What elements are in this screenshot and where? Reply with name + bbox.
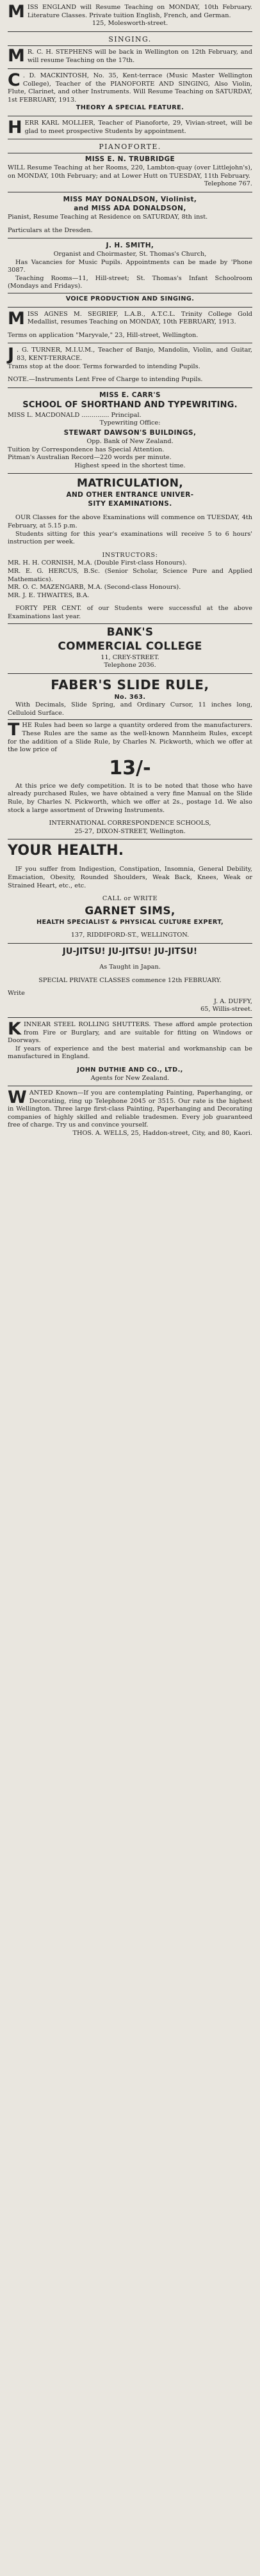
ad-body: ERR KARL MOLLIER, Teacher of Pianoforte, 29, Vivian-street, will be glad to meet prospective Students by appointment.	[24, 119, 252, 135]
ad-record: Pitman's Australian Record—220 words per minute.	[8, 454, 172, 462]
ad-body: INNEAR STEEL ROLLING SHUTTERS. These afford ample protection from Fire or Burglary, and are suitable for fitting on Windows or Doorways.	[8, 1020, 252, 1045]
ad-opp: Opp. Bank of New Zealand.	[86, 438, 174, 445]
ad-terms: Terms on application "Maryvale," 23, Hill-street, Wellington.	[8, 331, 199, 339]
drop-cap: C	[8, 70, 20, 90]
divider	[8, 473, 252, 474]
divider	[8, 943, 252, 944]
ad-heading: MATRICULATION,	[77, 477, 183, 490]
ad-trubridge	[8, 155, 252, 189]
ad-name-2: and MISS ADA DONALDSON,	[74, 204, 186, 212]
ad-number: No. 363.	[114, 693, 146, 701]
divider	[8, 68, 252, 69]
ad-body: ISS AGNES M. SEGRIEF, L.A.B., A.T.C.L. Trinity College Gold Medallist, resumes Teaching on MONDAY, 10th FEBRUARY, 1913.	[27, 310, 252, 326]
ad-office: STEWART DAWSON'S BUILDINGS,	[63, 429, 197, 437]
ad-heading: YOUR HEALTH.	[8, 843, 124, 859]
ad-body: Pianist, Resume Teaching at Residence on SATURDAY, 8th inst.	[8, 213, 208, 221]
ad-body-2: HE Rules had been so large a quantity ordered from the manufacturers. These Rules are the same as the well-known Mannheim Rules, except for the addition of a Slide Rule, by Charles N. Pickworth, which we offer at the low price of	[8, 722, 252, 754]
ad-title: COMMERCIAL COLLEGE	[58, 639, 202, 653]
ad-name: MISS E. N. TRUBRIDGE	[85, 155, 175, 164]
ad-matriculation	[8, 477, 252, 621]
ad-ju-jitsu	[8, 947, 252, 1014]
ad-body: IF you suffer from Indigestion, Constipation, Insomnia, General Debility, Emaciation, Obesity, Rounded Shoulders, Weak Back, Knees, Weak or Strained Heart, etc., etc.	[8, 866, 252, 889]
ad-address: 11, CREY-STREET.	[101, 653, 159, 661]
ad-body: ANTED Known—If you are contemplating Painting, Paperhanging, or Decorating, ring up Telephone 2045 or 3515. Our rate is the highest in Wellington. Three large first-class Painting, Paperhanging and Decorating companies of highly skilled and reliable tradesmen. Every job guaranteed free of charge. Try us and convince yourself.	[8, 1089, 252, 1129]
ad-address: 125, Molesworth-street.	[92, 20, 168, 27]
ad-smith	[8, 242, 252, 291]
ad-donaldson	[8, 196, 252, 235]
ad-body: R. C. H. STEPHENS will be back in Wellington on 12th February, and will resume Teaching on the 17th.	[27, 48, 252, 65]
ad-phone: Telephone 767.	[204, 180, 252, 188]
divider	[8, 719, 252, 720]
drop-cap: W	[8, 1088, 27, 1108]
ad-trams: Trams stop at the door. Terms forwarded to intending Pupils.	[8, 363, 200, 370]
ad-principal: MISS L. MACDONALD .............. Principal.	[8, 411, 142, 419]
ad-call: CALL or WRITE	[102, 895, 158, 903]
ad-body: SPECIAL PRIVATE CLASSES commence 12th FEBRUARY.	[38, 976, 222, 984]
section-heading-pianoforte: PIANOFORTE.	[99, 143, 161, 152]
ad-phone: Telephone 2036.	[104, 662, 156, 669]
ad-duthie-name: JOHN DUTHIE AND CO., LTD.,	[77, 1066, 183, 1073]
ad-name: J. H. SMITH,	[106, 242, 154, 250]
instructor-item: MR. H. H. CORNISH, M.A. (Double First-class Honours).	[8, 559, 187, 567]
drop-cap: M	[8, 308, 25, 329]
ad-speed: Highest speed in the shortest time.	[74, 462, 186, 469]
ad-miss-england	[8, 4, 252, 28]
divider	[8, 387, 252, 388]
ad-name: J. A. DUFFY,	[213, 997, 252, 1005]
ad-particulars: Particulars at the Dresden.	[8, 226, 93, 234]
ad-body: With Decimals, Slide Spring, and Ordinary Cursor, 11 inches long, Celluloid Surface.	[8, 701, 252, 717]
ad-title: SCHOOL OF SHORTHAND AND TYPEWRITING.	[22, 400, 238, 410]
ad-note: NOTE.—Instruments Lent Free of Charge to intending Pupils.	[8, 376, 203, 384]
drop-cap: H	[8, 117, 22, 137]
drop-cap: K	[8, 1019, 21, 1039]
ad-rooms: Teaching Rooms—11, Hill-street; St. Thomas's Infant Schoolroom (Mondays and Fridays).	[8, 274, 252, 290]
ad-body-2: If years of experience and the best material and workmanship can be manufactured in England.	[8, 1045, 252, 1061]
ad-feature: THEORY A SPECIAL FEATURE.	[76, 104, 184, 112]
drop-cap: T	[8, 720, 20, 740]
ad-body: OUR Classes for the above Examinations will commence on TUESDAY, 4th February, at 5.15 p.m.	[8, 514, 252, 529]
ad-body: Has Vacancies for Music Pupils. Appointments can be made by 'Phone 3087.	[8, 258, 252, 274]
divider	[8, 307, 252, 308]
section-heading-voice: VOICE PRODUCTION AND SINGING.	[65, 295, 195, 303]
ad-sub-1: AND OTHER ENTRANCE UNIVER-	[66, 491, 194, 499]
ad-stephens	[8, 45, 252, 66]
ad-body-2: Students sitting for this year's examinations will receive 5 to 6 hours' instruction per week.	[8, 530, 252, 546]
ad-taught: As Taught in Japan.	[99, 963, 161, 971]
ad-body: WILL Resume Teaching at her Rooms, 220, Lambton-quay (over Littlejohn's), on MONDAY, 10th February; and at Lower Hutt on TUESDAY, 11th February.	[8, 164, 252, 180]
ad-body: . D. MACKINTOSH, No. 35, Kent-terrace (Music Master Wellington College), Teacher of the PIANOFORTE AND SINGING, Also Violin, Flute, Clarinet, and other Instruments. Will Resume Teaching on SATURDAY, 1st FEBRUARY, 1913.	[8, 72, 252, 104]
ad-duthie-agents: Agents for New Zealand.	[90, 1074, 170, 1082]
divider	[8, 45, 252, 46]
ad-address: THOS. A. WELLS, 25, Haddon-street, City, and 80, Kaori.	[72, 1130, 252, 1137]
ad-percent: FORTY PER CENT. of our Students were successful at the above Examinations last year.	[8, 605, 252, 620]
ad-mollier	[8, 117, 252, 137]
ad-faber-slide-rule	[8, 677, 252, 836]
divider	[8, 673, 252, 674]
ad-carr	[8, 391, 252, 471]
ad-your-health	[8, 843, 252, 940]
ad-role: Organist and Choirmaster, St. Thomas's Church,	[53, 251, 207, 258]
divider	[8, 1017, 252, 1018]
divider	[8, 623, 252, 624]
instructor-item: MR. E. G. HERCUS, B.Sc. (Senior Scholar, Science Pure and Applied Mathematics).	[8, 567, 252, 583]
ad-name: BANK'S	[106, 625, 154, 639]
drop-cap: M	[8, 2, 25, 22]
ad-heading: JU-JITSU! JU-JITSU! JU-JITSU!	[62, 946, 198, 956]
ad-typewriting: Typewriting Office:	[99, 419, 161, 427]
ad-kinnear-shutters	[8, 1021, 252, 1082]
divider	[8, 31, 252, 32]
section-heading-singing: SINGING.	[108, 35, 152, 43]
price-label: 13/-	[109, 756, 151, 779]
ad-turner	[8, 347, 252, 384]
ad-body: ISS ENGLAND will Resume Teaching on MONDAY, 10th February. Literature Classes. Private tuition English, French, and German.	[27, 4, 252, 19]
ad-sub-2: SITY EXAMINATIONS.	[88, 500, 172, 508]
instructor-item: MR. O. C. MAZENGARB, M.A. (Second-class Honours).	[8, 584, 181, 591]
instructor-item: MR. J. E. THWAITES, B.A.	[8, 591, 90, 599]
ad-name: MISS E. CARR'S	[99, 391, 161, 399]
drop-cap: M	[8, 45, 25, 66]
ad-name: GARNET SIMS,	[85, 904, 175, 917]
ad-address: 137, RIDDIFORD-ST., WELLINGTON.	[70, 932, 190, 939]
ad-wanted-known	[8, 1089, 252, 1138]
ad-icss-address: 25-27, DIXON-STREET, Wellington.	[74, 827, 186, 835]
ad-tuition: Tuition by Correspondence has Special Attention.	[8, 446, 165, 453]
ad-address: 65, Willis-street.	[200, 1006, 252, 1013]
ad-title: HEALTH SPECIALIST & PHYSICAL CULTURE EXPERT,	[36, 918, 224, 926]
ad-banks-college	[8, 626, 252, 670]
ad-segrief	[8, 308, 252, 340]
drop-cap: J	[8, 345, 15, 365]
ad-heading: FABER'S SLIDE RULE,	[51, 676, 209, 692]
ad-mackintosh	[8, 72, 252, 113]
ad-instructors-heading: INSTRUCTORS:	[102, 551, 158, 559]
ad-body-3: At this price we defy competition. It is to be noted that those who have already purchased Rules, we have obtained a very fine Manual on the Slide Rule, by Charles N. Pickworth, which we offer at 2s., postage 1d. We also stock a large assortment of Drawing Instruments.	[8, 782, 252, 814]
ad-body: . G. TURNER, M.I.U.M., Teacher of Banjo, Mandolin, Violin, and Guitar, 83, KENT-TERRACE.	[17, 347, 252, 363]
ad-icss: INTERNATIONAL CORRESPONDENCE SCHOOLS,	[49, 820, 211, 827]
ad-write: Write	[8, 990, 25, 997]
ad-name: MISS MAY DONALDSON, Violinist,	[63, 195, 197, 203]
